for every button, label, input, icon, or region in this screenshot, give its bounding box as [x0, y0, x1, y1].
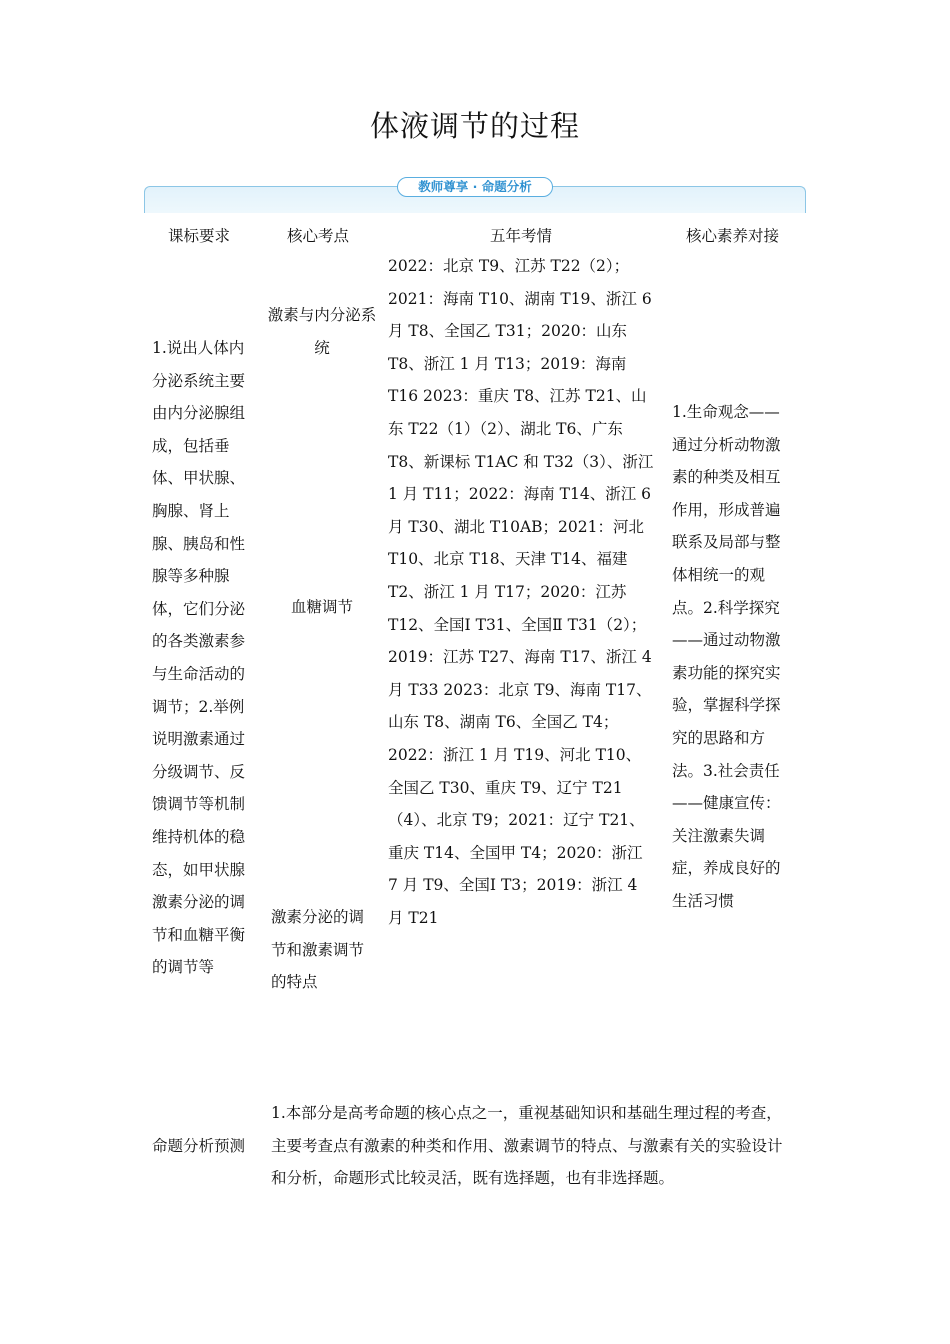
core-literacy: 1.生命观念——通过分析动物激素的种类及相互作用，形成普遍联系及局部与整体相统一的观点。2.科学探究——通过动物激素功能的探究实验，掌握科学探究的思路和方法。3.社会责任——健康宣传：关注激素失调症，养成良好的生活习惯: [672, 403, 781, 910]
header-exam-history: 五年考情: [490, 227, 553, 245]
header-core-literacy: 核心素养对接: [686, 227, 780, 245]
banner-label: 教师尊享 · 命题分析: [397, 177, 553, 197]
prediction-label: 命题分析预测: [152, 1137, 246, 1155]
core-point-hormones: 激素与内分泌系统: [267, 306, 377, 357]
core-point-blood-sugar: 血糖调节: [290, 598, 353, 616]
prediction-text: 1.本部分是高考命题的核心点之一，重视基础知识和基础生理过程的考查，主要考查点有激素的种类和作用、激素调节的特点、与激素有关的实验设计和分析，命题形式比较灵活，既有选择题，也有非选择题。: [271, 1104, 783, 1188]
header-curriculum: 课标要求: [168, 227, 231, 245]
page-title: 体液调节的过程: [369, 109, 580, 143]
core-point-regulation: 激素分泌的调节和激素调节的特点: [271, 908, 365, 992]
curriculum-requirements: 1.说出人体内分泌系统主要由内分泌腺组成，包括垂体、甲状腺、胸腺、肾上腺、胰岛和性腺等多种腺体，它们分泌的各类激素参与生命活动的调节；2.举例说明激素通过分级调节、反馈调节等机制维持机体的稳态，如甲状腺激素分泌的调节和血糖平衡的调节等: [152, 339, 246, 977]
header-core-points: 核心考点: [287, 227, 350, 245]
exam-history: 2022：北京 T9、江苏 T22（2）；2021：海南 T10、湖南 T19、浙江 6 月 T8、全国乙 T31；2020：山东 T8、浙江 1 月 T13；2019：海南 T16 2023：重庆 T8、江苏 T21、山东 T22（1）（2）、湖北 T6、广东 T8、新课标 T1AC 和 T32（3）、浙江 1 月 T11；2022：海南 T14、浙江 6 月 T30、湖北 T10AB；2021：河北 T10、北京 T18、天津 T14、福建 T2、浙江 1 月 T17；2020：江苏 T12、全国Ⅰ T31、全国Ⅱ T31（2）；2019：江苏 T27、海南 T17、浙江 4 月 T33 2023：北京 T9、海南 T17、山东 T8、湖南 T6、全国乙 T4；2022：浙江 1 月 T19、河北 T10、全国乙 T30、重庆 T9、辽宁 T21（4）、北京 T9；2021：辽宁 T21、重庆 T14、全国甲 T4；2020：浙江 7 月 T9、全国Ⅰ T3；2019：浙江 4 月 T21: [388, 257, 654, 927]
